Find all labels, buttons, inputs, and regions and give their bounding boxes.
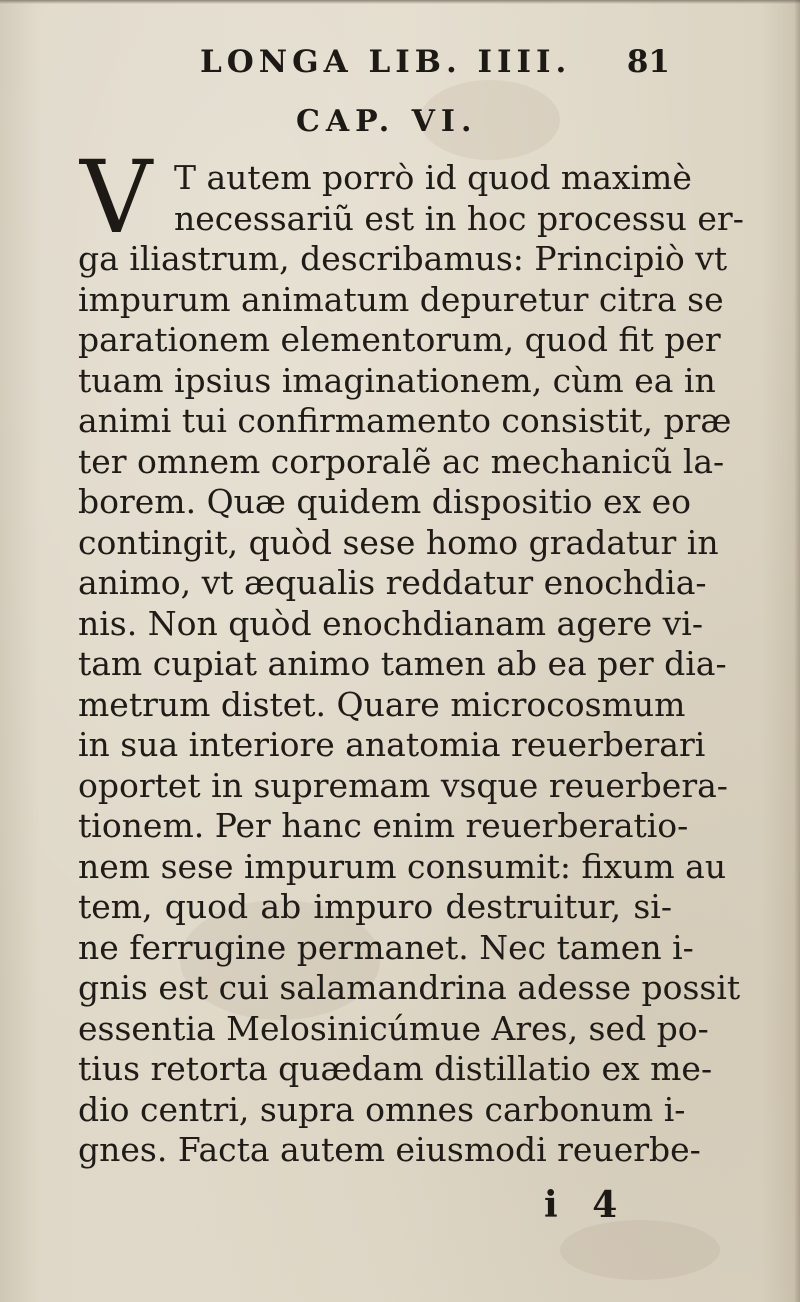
text-line: animo, vt æqualis reddatur enochdia- (78, 563, 707, 602)
text-line: ter omnem corporalẽ ac mechanicũ la- (78, 441, 725, 481)
text-line: nem sese impurum consumit: fixum au (78, 846, 727, 886)
text-line: borem. Quæ quidem dispositio ex eo (78, 482, 692, 521)
text-line: contingit, quòd sese homo gradatur in (78, 522, 719, 562)
text-line: tem, quod ab impuro destruitur, si- (78, 887, 672, 926)
text-line: gnis est cui salamandrina adesse possit (78, 968, 741, 1007)
text-line: tius retorta quædam distillatio ex me- (78, 1049, 713, 1088)
text-line: tam cupiat animo tamen ab ea per dia- (78, 644, 727, 683)
text-line: in sua interiore anatomia reuerberari (78, 725, 706, 764)
body-text (78, 158, 744, 1171)
text-line: ga iliastrum, describamus: Principiò vt (78, 239, 728, 278)
text-line: nis. Non quòd enochdianam agere vi- (78, 603, 703, 643)
signature-mark: i 4 (544, 1184, 618, 1226)
text-line: necessariũ est in hoc processu er- (174, 198, 744, 238)
page-right-edge (794, 0, 800, 1302)
page-number: 81 (626, 44, 670, 80)
text-line: metrum distet. Quare microcosmum (78, 684, 686, 724)
text-line: ne ferrugine permanet. Nec tamen i- (78, 927, 694, 967)
page-top-edge (0, 0, 800, 4)
text-line: parationem elementorum, quod fit per (78, 320, 721, 359)
text-line: tionem. Per hanc enim reuerberatio- (78, 806, 689, 845)
running-head (200, 44, 670, 84)
text-line: tuam ipsius imaginationem, cùm ea in (78, 360, 716, 400)
text-line: gnes. Facta autem eiusmodi reuerbe- (78, 1130, 701, 1169)
text-line: oportet in supremam vsque reuerbera- (78, 765, 728, 805)
text-line: dio centri, supra omnes carbonum i- (78, 1089, 686, 1129)
text-line: essentia Melosinicúmue Ares, sed po- (78, 1008, 709, 1048)
text-line: impurum animatum depuretur citra se (78, 279, 724, 319)
drop-initial: V (80, 139, 153, 256)
paper-stain (560, 1220, 720, 1280)
running-head-title: LONGA LIB. IIII. (200, 44, 572, 80)
text-line: animi tui confirmamento consistit, præ (78, 401, 732, 440)
text-line: T autem porrò id quod maximè (174, 158, 692, 197)
chapter-heading: CAP. VI. (296, 104, 478, 139)
